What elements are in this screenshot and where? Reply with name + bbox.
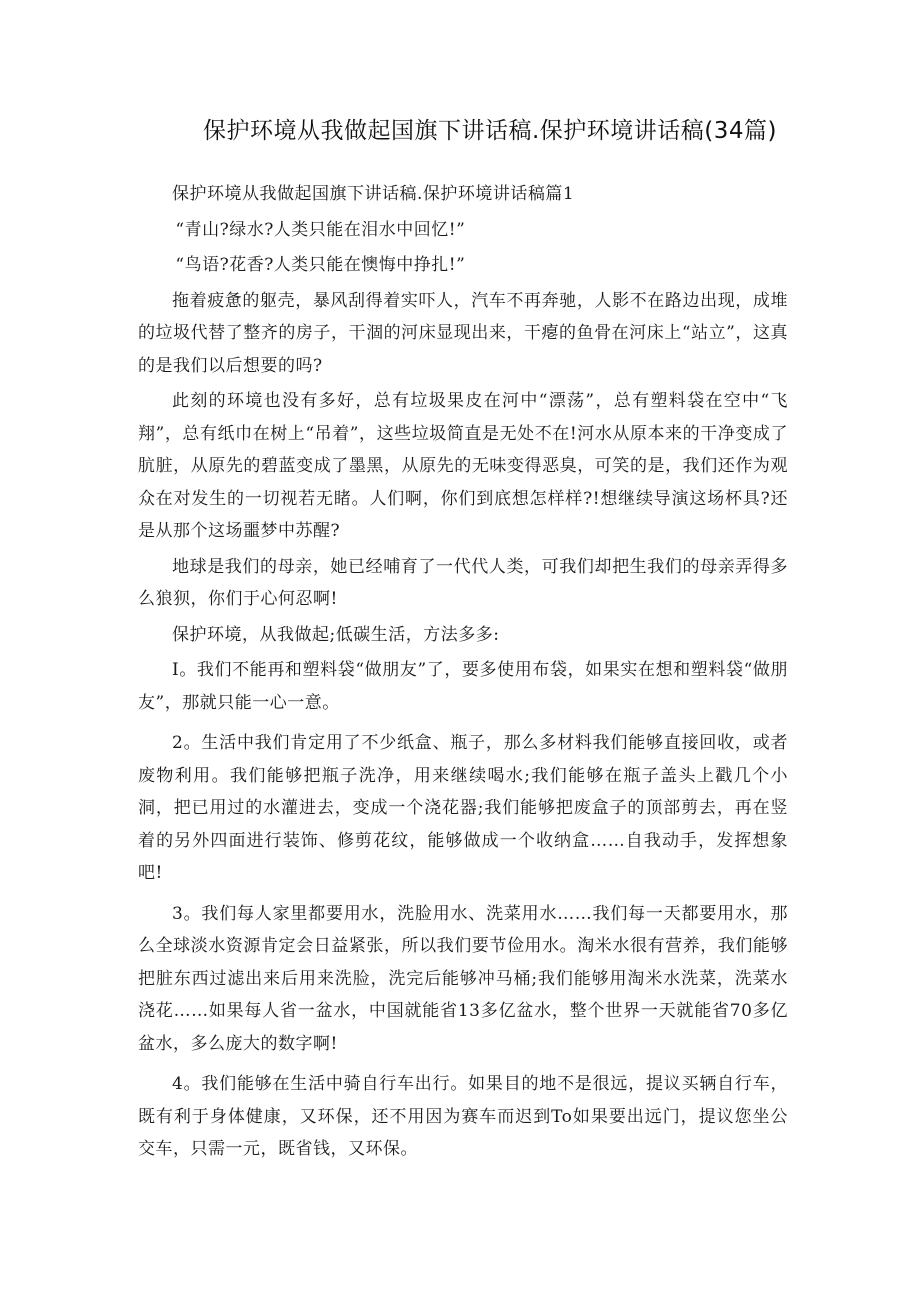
list-item: 3。我们每人家里都要用水，洗脸用水、洗菜用水……我们每一天都要用水，那么全球淡水资源肯定会日益紧张，所以我们要节俭用水。淘米水很有营养，我们能够把脏东西过滤出来后用来洗脸，洗完后能够冲马桶;我们能够用淘米水洗菜，洗菜水浇花……如果每人省一盆水，中国就能省13多亿盆水，整个世界一天就能省70多亿盆水，多么庞大的数字啊!	[138, 903, 788, 1054]
quote-line: “青山?绿水?人类只能在泪水中回忆!”	[175, 219, 466, 240]
quote-line: “鸟语?花香?人类只能在懊悔中挣扎!”	[175, 255, 466, 275]
list-item: 4。我们能够在生活中骑自行车出行。如果目的地不是很远，提议买辆自行车，既有利于身体健康，又环保，还不用因为赛车而迟到To如果要出远门，提议您坐公交车，只需一元，既省钱，又环保。	[138, 1074, 788, 1159]
list-item: 2。生活中我们肯定用了不少纸盒、瓶子，那么多材料我们能够直接回收，或者废物利用。我们能够把瓶子洗净，用来继续喝水;我们能够在瓶子盖头上戳几个小洞，把已用过的水灌进去，变成一个浇花器;我们能够把废盒子的顶部剪去，再在竖着的另外四面进行装饰、修剪花纹，能够做成一个收纳盒……自我动手，发挥想象吧!	[138, 733, 788, 883]
body-paragraph: 保护环境，从我做起;低碳生活，方法多多:	[172, 624, 500, 645]
document-body	[138, 178, 788, 1166]
list-item: I。我们不能再和塑料袋“做朋友”了，要多使用布袋，如果实在想和塑料袋“做朋友”，那就只能一心一意。	[138, 660, 788, 713]
section-heading: 保护环境从我做起国旗下讲话稿.保护环境讲话稿篇1	[172, 184, 575, 204]
body-paragraph: 拖着疲惫的躯壳，暴风刮得着实吓人，汽车不再奔驰，人影不在路边出现，成堆的垃圾代替了整齐的房子，干涸的河床显现出来，干瘪的鱼骨在河床上“站立”，这真的是我们以后想要的吗?	[138, 290, 788, 376]
document-title: 保护环境从我做起国旗下讲话稿.保护环境讲话稿(34篇)	[202, 118, 778, 144]
body-paragraph: 地球是我们的母亲，她已经哺育了一代代人类，可我们却把生我们的母亲弄得多么狼狈，你们于心何忍啊!	[138, 556, 788, 609]
body-paragraph: 此刻的环境也没有多好，总有垃圾果皮在河中“漂荡”，总有塑料袋在空中“飞翔”，总有纸巾在树上“吊着”，这些垃圾简直是无处不在!河水从原本来的干净变成了肮脏，从原先的碧蓝变成了墨黑，从原先的无味变得恶臭，可笑的是，我们还作为观众在对发生的一切视若无睹。人们啊，你们到底想怎样样?!想继续导演这场杯具?还是从那个这场噩梦中苏醒?	[138, 391, 788, 541]
